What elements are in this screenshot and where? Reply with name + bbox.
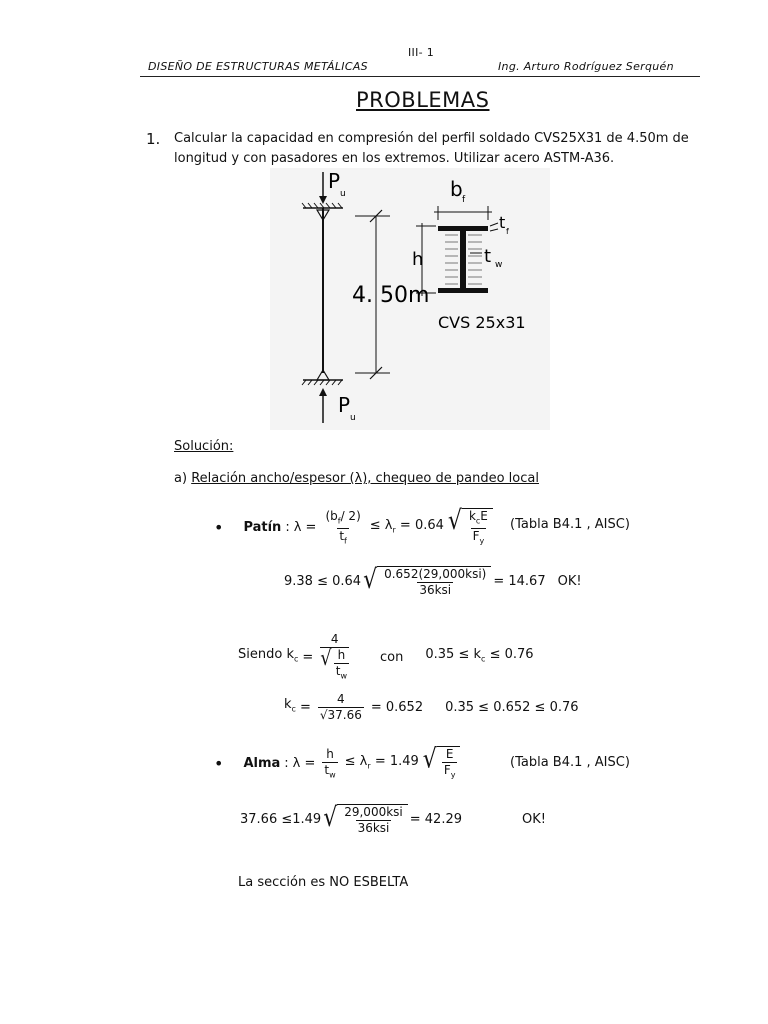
problem-statement-line2: longitud y con pasadores en los extremos. Utilizar acero ASTM-A36. xyxy=(174,151,615,166)
patin-ok: OK! xyxy=(557,574,582,589)
part-a-letter: a) xyxy=(174,471,188,486)
kc-value: $k_c$ = $\frac{4}{√37.66}$ = 0.652 0.35 ≤ 0.652 ≤ 0.76 xyxy=(284,692,579,722)
page-number: III- 1 xyxy=(408,46,434,59)
svg-text:f: f xyxy=(506,227,509,236)
problem-statement-line1: Calcular la capacidad en compresión del perfil soldado CVS25X31 de 4.50m de xyxy=(174,131,689,146)
alma-reference: (Tabla B4.1 , AISC) xyxy=(510,755,630,770)
bullet-icon: • xyxy=(214,518,224,538)
svg-text:u: u xyxy=(350,413,356,423)
patin-equation: • Patín : λ = $\frac{(b_f/ 2)}{t_f}$ ≤ $\lambda_r = 0.64$ √ $\frac{k_cE}{F_y}$ xyxy=(214,508,493,549)
problem-number: 1. xyxy=(146,130,161,148)
top-load-label: P xyxy=(328,169,341,193)
column-figure xyxy=(270,168,550,430)
page-title: PROBLEMAS xyxy=(356,88,490,112)
alma-ok: OK! xyxy=(522,812,546,827)
length-label: 4. 50m xyxy=(352,283,430,308)
patin-check: 9.38 ≤ 0.64 √ $\frac{\text{0.652(29,000ksi)}}{\text{36ksi}}$ = 14.67 OK! xyxy=(284,565,582,597)
svg-text:f: f xyxy=(462,195,466,205)
tf-label: t xyxy=(499,213,506,232)
section-name-label: CVS 25x31 xyxy=(438,313,526,332)
patin-reference: (Tabla B4.1 , AISC) xyxy=(510,517,630,532)
bullet-icon: • xyxy=(214,754,224,774)
alma-label: Alma xyxy=(243,756,281,772)
solution-heading: Solución: xyxy=(174,439,234,454)
svg-text:u: u xyxy=(340,189,346,199)
alma-check: 37.66 ≤1.49 √ $\frac{\text{29,000ksi}}{\text{36ksi}}$ = 42.29 OK! xyxy=(240,803,546,835)
patin-label: Patín xyxy=(243,520,282,536)
bottom-load-label: P xyxy=(338,393,351,417)
header-rule xyxy=(140,76,700,77)
h-label: h xyxy=(412,249,424,270)
part-a-title: Relación ancho/espesor (λ), chequeo de pandeo local xyxy=(191,471,539,486)
part-a xyxy=(174,468,539,490)
svg-text:w: w xyxy=(495,260,503,270)
patin-fraction: $\frac{(b_f/ 2)}{t_f}$ xyxy=(323,509,362,549)
conclusion: La sección es NO ESBELTA xyxy=(238,875,409,890)
alma-equation: • Alma : λ = $\frac{h}{t_w}$ ≤ $\lambda_r = 1.49$ √ $\frac{E}{F_y}$ xyxy=(214,746,460,782)
kc-definition: Siendo $k_c$ = 4 √ $\frac{h}{t_w}$ con $0.35 \le k_c \le 0.76$ xyxy=(238,632,534,683)
bf-label: b xyxy=(450,177,463,201)
conclusion-value: NO ESBELTA xyxy=(329,875,409,890)
header-author: Ing. Arturo Rodríguez Serquén xyxy=(498,60,674,73)
patin-radical: √ $\frac{k_cE}{F_y}$ xyxy=(448,508,493,549)
header-course-title: DISEÑO DE ESTRUCTURAS METÁLICAS xyxy=(148,60,368,73)
tw-label: t xyxy=(484,246,492,267)
